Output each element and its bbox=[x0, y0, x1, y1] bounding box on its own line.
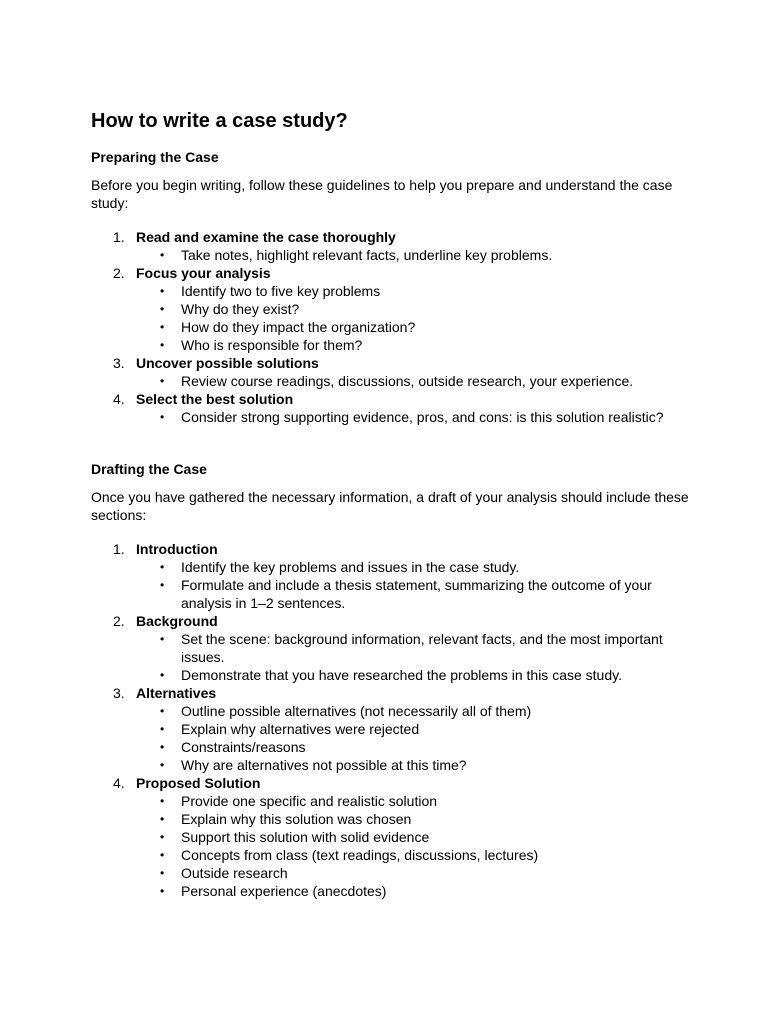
bullet-text: Review course readings, discussions, outside research, your experience. bbox=[181, 373, 634, 389]
preparing-steps-list bbox=[91, 228, 731, 426]
bullet-dot-icon: • bbox=[160, 848, 165, 862]
bullet-dot-icon: • bbox=[160, 794, 165, 808]
bullet-item bbox=[136, 246, 671, 264]
bullet-dot-icon: • bbox=[160, 866, 165, 880]
bullet-item bbox=[136, 882, 671, 900]
bullet-text: Identify the key problems and issues in the case study. bbox=[181, 559, 520, 575]
bullet-text: Provide one specific and realistic solution bbox=[181, 793, 438, 809]
drafting-heading: Drafting the Case bbox=[91, 461, 207, 477]
drafting-section bbox=[91, 460, 731, 524]
step-label: Select the best solution bbox=[136, 391, 294, 407]
step-label: Alternatives bbox=[136, 685, 217, 701]
bullet-list bbox=[136, 792, 731, 900]
bullet-text: Support this solution with solid evidence bbox=[181, 829, 430, 845]
bullet-text: Who is responsible for them? bbox=[181, 337, 363, 353]
bullet-item bbox=[136, 408, 671, 426]
preparing-heading: Preparing the Case bbox=[91, 149, 219, 165]
bullet-item bbox=[136, 846, 671, 864]
numbered-step bbox=[91, 684, 731, 774]
bullet-item bbox=[136, 810, 671, 828]
bullet-text: Take notes, highlight relevant facts, underline key problems. bbox=[181, 247, 553, 263]
bullet-item bbox=[136, 738, 671, 756]
bullet-dot-icon: • bbox=[160, 632, 165, 646]
bullet-text: Outside research bbox=[181, 865, 288, 881]
bullet-item bbox=[136, 666, 671, 684]
bullet-text: Outline possible alternatives (not necessarily all of them) bbox=[181, 703, 532, 719]
step-number: 3. bbox=[113, 685, 125, 701]
bullet-item bbox=[136, 828, 671, 846]
bullet-text: Concepts from class (text readings, discussions, lectures) bbox=[181, 847, 539, 863]
bullet-item bbox=[136, 372, 671, 390]
bullet-dot-icon: • bbox=[160, 284, 165, 298]
numbered-step bbox=[91, 540, 731, 612]
bullet-text: Why do they exist? bbox=[181, 301, 300, 317]
drafting-steps-list bbox=[91, 540, 731, 900]
bullet-dot-icon: • bbox=[160, 668, 165, 682]
step-label: Read and examine the case thoroughly bbox=[136, 229, 396, 245]
bullet-item bbox=[136, 300, 671, 318]
bullet-text: Constraints/reasons bbox=[181, 739, 306, 755]
preparing-intro: Before you begin writing, follow these guidelines to help you prepare and understand the case study: bbox=[91, 177, 673, 211]
bullet-dot-icon: • bbox=[160, 740, 165, 754]
bullet-list bbox=[136, 702, 731, 774]
bullet-text: How do they impact the organization? bbox=[181, 319, 416, 335]
bullet-item bbox=[136, 792, 671, 810]
bullet-dot-icon: • bbox=[160, 578, 165, 592]
bullet-item bbox=[136, 558, 671, 576]
numbered-step bbox=[91, 774, 731, 900]
step-number: 4. bbox=[113, 775, 125, 791]
numbered-step bbox=[91, 354, 731, 390]
drafting-intro: Once you have gathered the necessary information, a draft of your analysis should include these sections: bbox=[91, 489, 689, 523]
step-label: Uncover possible solutions bbox=[136, 355, 319, 371]
bullet-list bbox=[136, 558, 731, 612]
bullet-text: Consider strong supporting evidence, pros, and cons: is this solution realistic? bbox=[181, 409, 664, 425]
bullet-dot-icon: • bbox=[160, 758, 165, 772]
bullet-item bbox=[136, 702, 671, 720]
numbered-step bbox=[91, 228, 731, 264]
preparing-section bbox=[91, 148, 731, 212]
bullet-list bbox=[136, 408, 731, 426]
step-label: Focus your analysis bbox=[136, 265, 271, 281]
bullet-text: Demonstrate that you have researched the problems in this case study. bbox=[181, 667, 622, 683]
bullet-dot-icon: • bbox=[160, 302, 165, 316]
bullet-dot-icon: • bbox=[160, 320, 165, 334]
bullet-item bbox=[136, 864, 671, 882]
step-number: 3. bbox=[113, 355, 125, 371]
bullet-item bbox=[136, 336, 671, 354]
bullet-item bbox=[136, 756, 671, 774]
bullet-dot-icon: • bbox=[160, 830, 165, 844]
bullet-text: Personal experience (anecdotes) bbox=[181, 883, 387, 899]
step-number: 4. bbox=[113, 391, 125, 407]
step-number: 1. bbox=[113, 541, 125, 557]
bullet-dot-icon: • bbox=[160, 560, 165, 574]
bullet-dot-icon: • bbox=[160, 812, 165, 826]
step-label: Proposed Solution bbox=[136, 775, 261, 791]
bullet-text: Why are alternatives not possible at this time? bbox=[181, 757, 467, 773]
bullet-text: Formulate and include a thesis statement, summarizing the outcome of your analysis in 1–2 sentences. bbox=[181, 577, 652, 611]
bullet-dot-icon: • bbox=[160, 374, 165, 388]
numbered-step bbox=[91, 390, 731, 426]
numbered-step bbox=[91, 264, 731, 354]
bullet-text: Explain why alternatives were rejected bbox=[181, 721, 420, 737]
bullet-dot-icon: • bbox=[160, 704, 165, 718]
bullet-dot-icon: • bbox=[160, 410, 165, 424]
bullet-dot-icon: • bbox=[160, 248, 165, 262]
bullet-list bbox=[136, 630, 731, 684]
step-label: Introduction bbox=[136, 541, 218, 557]
step-number: 2. bbox=[113, 613, 125, 629]
bullet-item bbox=[136, 720, 671, 738]
step-number: 1. bbox=[113, 229, 125, 245]
bullet-dot-icon: • bbox=[160, 722, 165, 736]
bullet-dot-icon: • bbox=[160, 884, 165, 898]
bullet-text: Explain why this solution was chosen bbox=[181, 811, 412, 827]
bullet-item bbox=[136, 576, 671, 612]
step-number: 2. bbox=[113, 265, 125, 281]
bullet-text: Identify two to five key problems bbox=[181, 283, 381, 299]
bullet-item bbox=[136, 630, 671, 666]
numbered-step bbox=[91, 612, 731, 684]
page-title: How to write a case study? bbox=[91, 110, 348, 132]
bullet-item bbox=[136, 282, 671, 300]
step-label: Background bbox=[136, 613, 218, 629]
bullet-list bbox=[136, 372, 731, 390]
bullet-list bbox=[136, 246, 731, 264]
bullet-item bbox=[136, 318, 671, 336]
bullet-dot-icon: • bbox=[160, 338, 165, 352]
bullet-list bbox=[136, 282, 731, 354]
bullet-text: Set the scene: background information, relevant facts, and the most important issues. bbox=[181, 631, 663, 665]
